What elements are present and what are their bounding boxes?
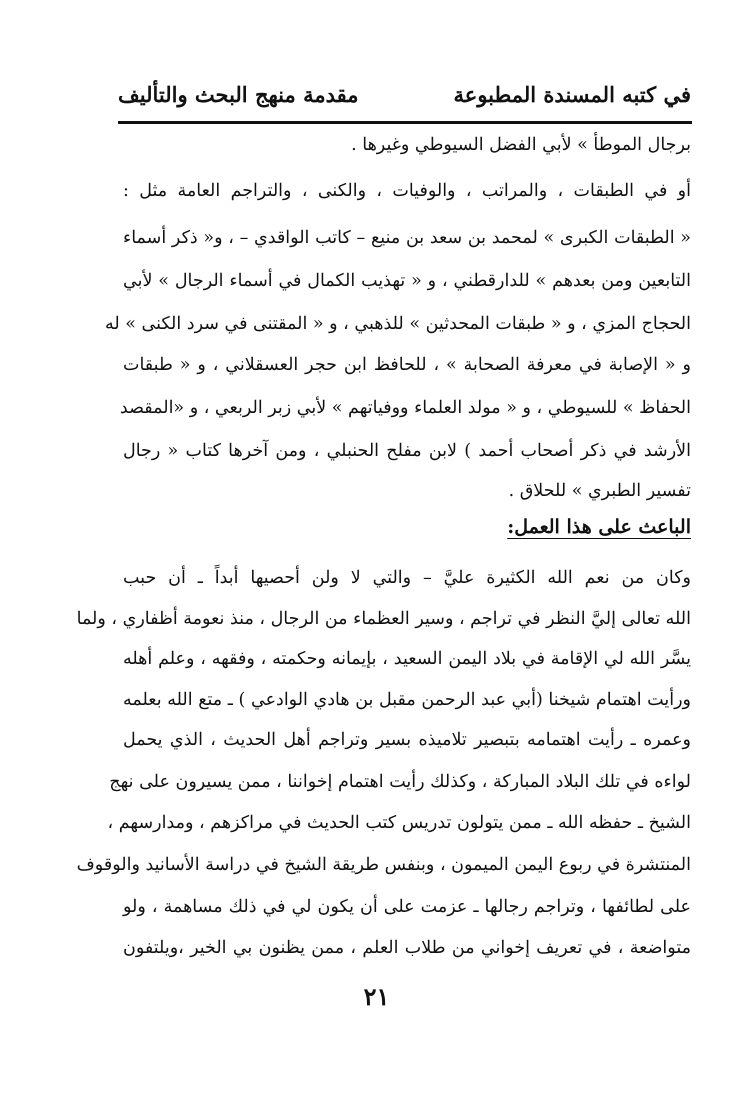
text-line: لواءه في تلك البلاد المباركة ، وكذلك رأيت اهتمام إخواننا ، ممن يسيرون على نهج [109, 772, 691, 792]
text-line: الحجاج المزي ، و « طبقات المحدثين » للذهبي ، و « المقتنى في سرد الكنى » له [104, 314, 691, 334]
text-line: أو في الطبقات ، والمراتب ، والوفيات ، والكنى ، والتراجم العامة مثل : [123, 181, 691, 201]
text-line: برجال الموطأ » لأبي الفضل السيوطي وغيرها . [351, 135, 691, 155]
text-line: متواضعة ، في تعريف إخواني من طلاب العلم ، ممن يظنون بي الخير ،ويلتفون [123, 938, 691, 958]
text-line: الحفاظ » للسيوطي ، و « مولد العلماء ووفياتهم » لأبي زبر الربعي ، و «المقصد [119, 398, 691, 418]
text-line: تفسير الطبري » للحلاق . [508, 481, 691, 501]
page-number: ٢١ [363, 982, 390, 1011]
header-rule [118, 121, 692, 124]
text-line: و « الإصابة في معرفة الصحابة » ، للحافظ ابن حجر العسقلاني ، و « طبقات [123, 355, 691, 375]
text-line: « الطبقات الكبرى » لمحمد بن سعد بن منيع – كاتب الواقدي – ، و« ذكر أسماء [123, 228, 691, 248]
section-heading: الباعث على هذا العمل: [507, 516, 691, 538]
header-title-right: في كتبه المسندة المطبوعة [453, 82, 691, 107]
text-line: يسَّر الله لي الإقامة في بلاد اليمن السعيد ، بإيمانه وحكمته ، وفقهه ، وعلم أهله [123, 649, 691, 669]
text-line: ورأيت اهتمام شيخنا (أبي عبد الرحمن مقبل بن هادي الوادعي ) ـ متع الله بعلمه [123, 690, 691, 710]
text-line: على لطائفها ، وتراجم رجالها ـ عزمت على أن يكون لي في ذلك مساهمة ، ولو [123, 897, 691, 917]
text-line: الله تعالى إليَّ النظر في تراجم ، وسير العظماء من الرجال ، منذ نعومة أظفاري ، ولما [76, 609, 691, 629]
text-line: المنتشرة في ربوع اليمن الميمون ، وبنفس طريقة الشيخ في دراسة الأسانيد والوقوف [76, 855, 691, 875]
running-header [118, 82, 691, 116]
text-line: وكان من نعم الله الكثيرة عليَّ – والتي لا ولن أحصيها أبداً ـ أن حبب [123, 568, 691, 588]
header-title-left: مقدمة منهج البحث والتأليف [118, 82, 359, 107]
text-line: التابعين ومن بعدهم » للدارقطني ، و « تهذيب الكمال في أسماء الرجال » لأبي [123, 271, 691, 291]
text-line: وعمره ـ رأيت اهتمامه بتبصير تلاميذه بسير وتراجم أهل الحديث ، الذي يحمل [123, 730, 691, 750]
text-line: الشيخ ـ حفظه الله ـ ممن يتولون تدريس كتب الحديث في مراكزهم ، ومدارسهم ، [107, 813, 691, 833]
text-line: الأرشد في ذكر أصحاب أحمد ) لابن مفلح الحنبلي ، ومن آخرها كتاب « رجال [123, 441, 691, 461]
